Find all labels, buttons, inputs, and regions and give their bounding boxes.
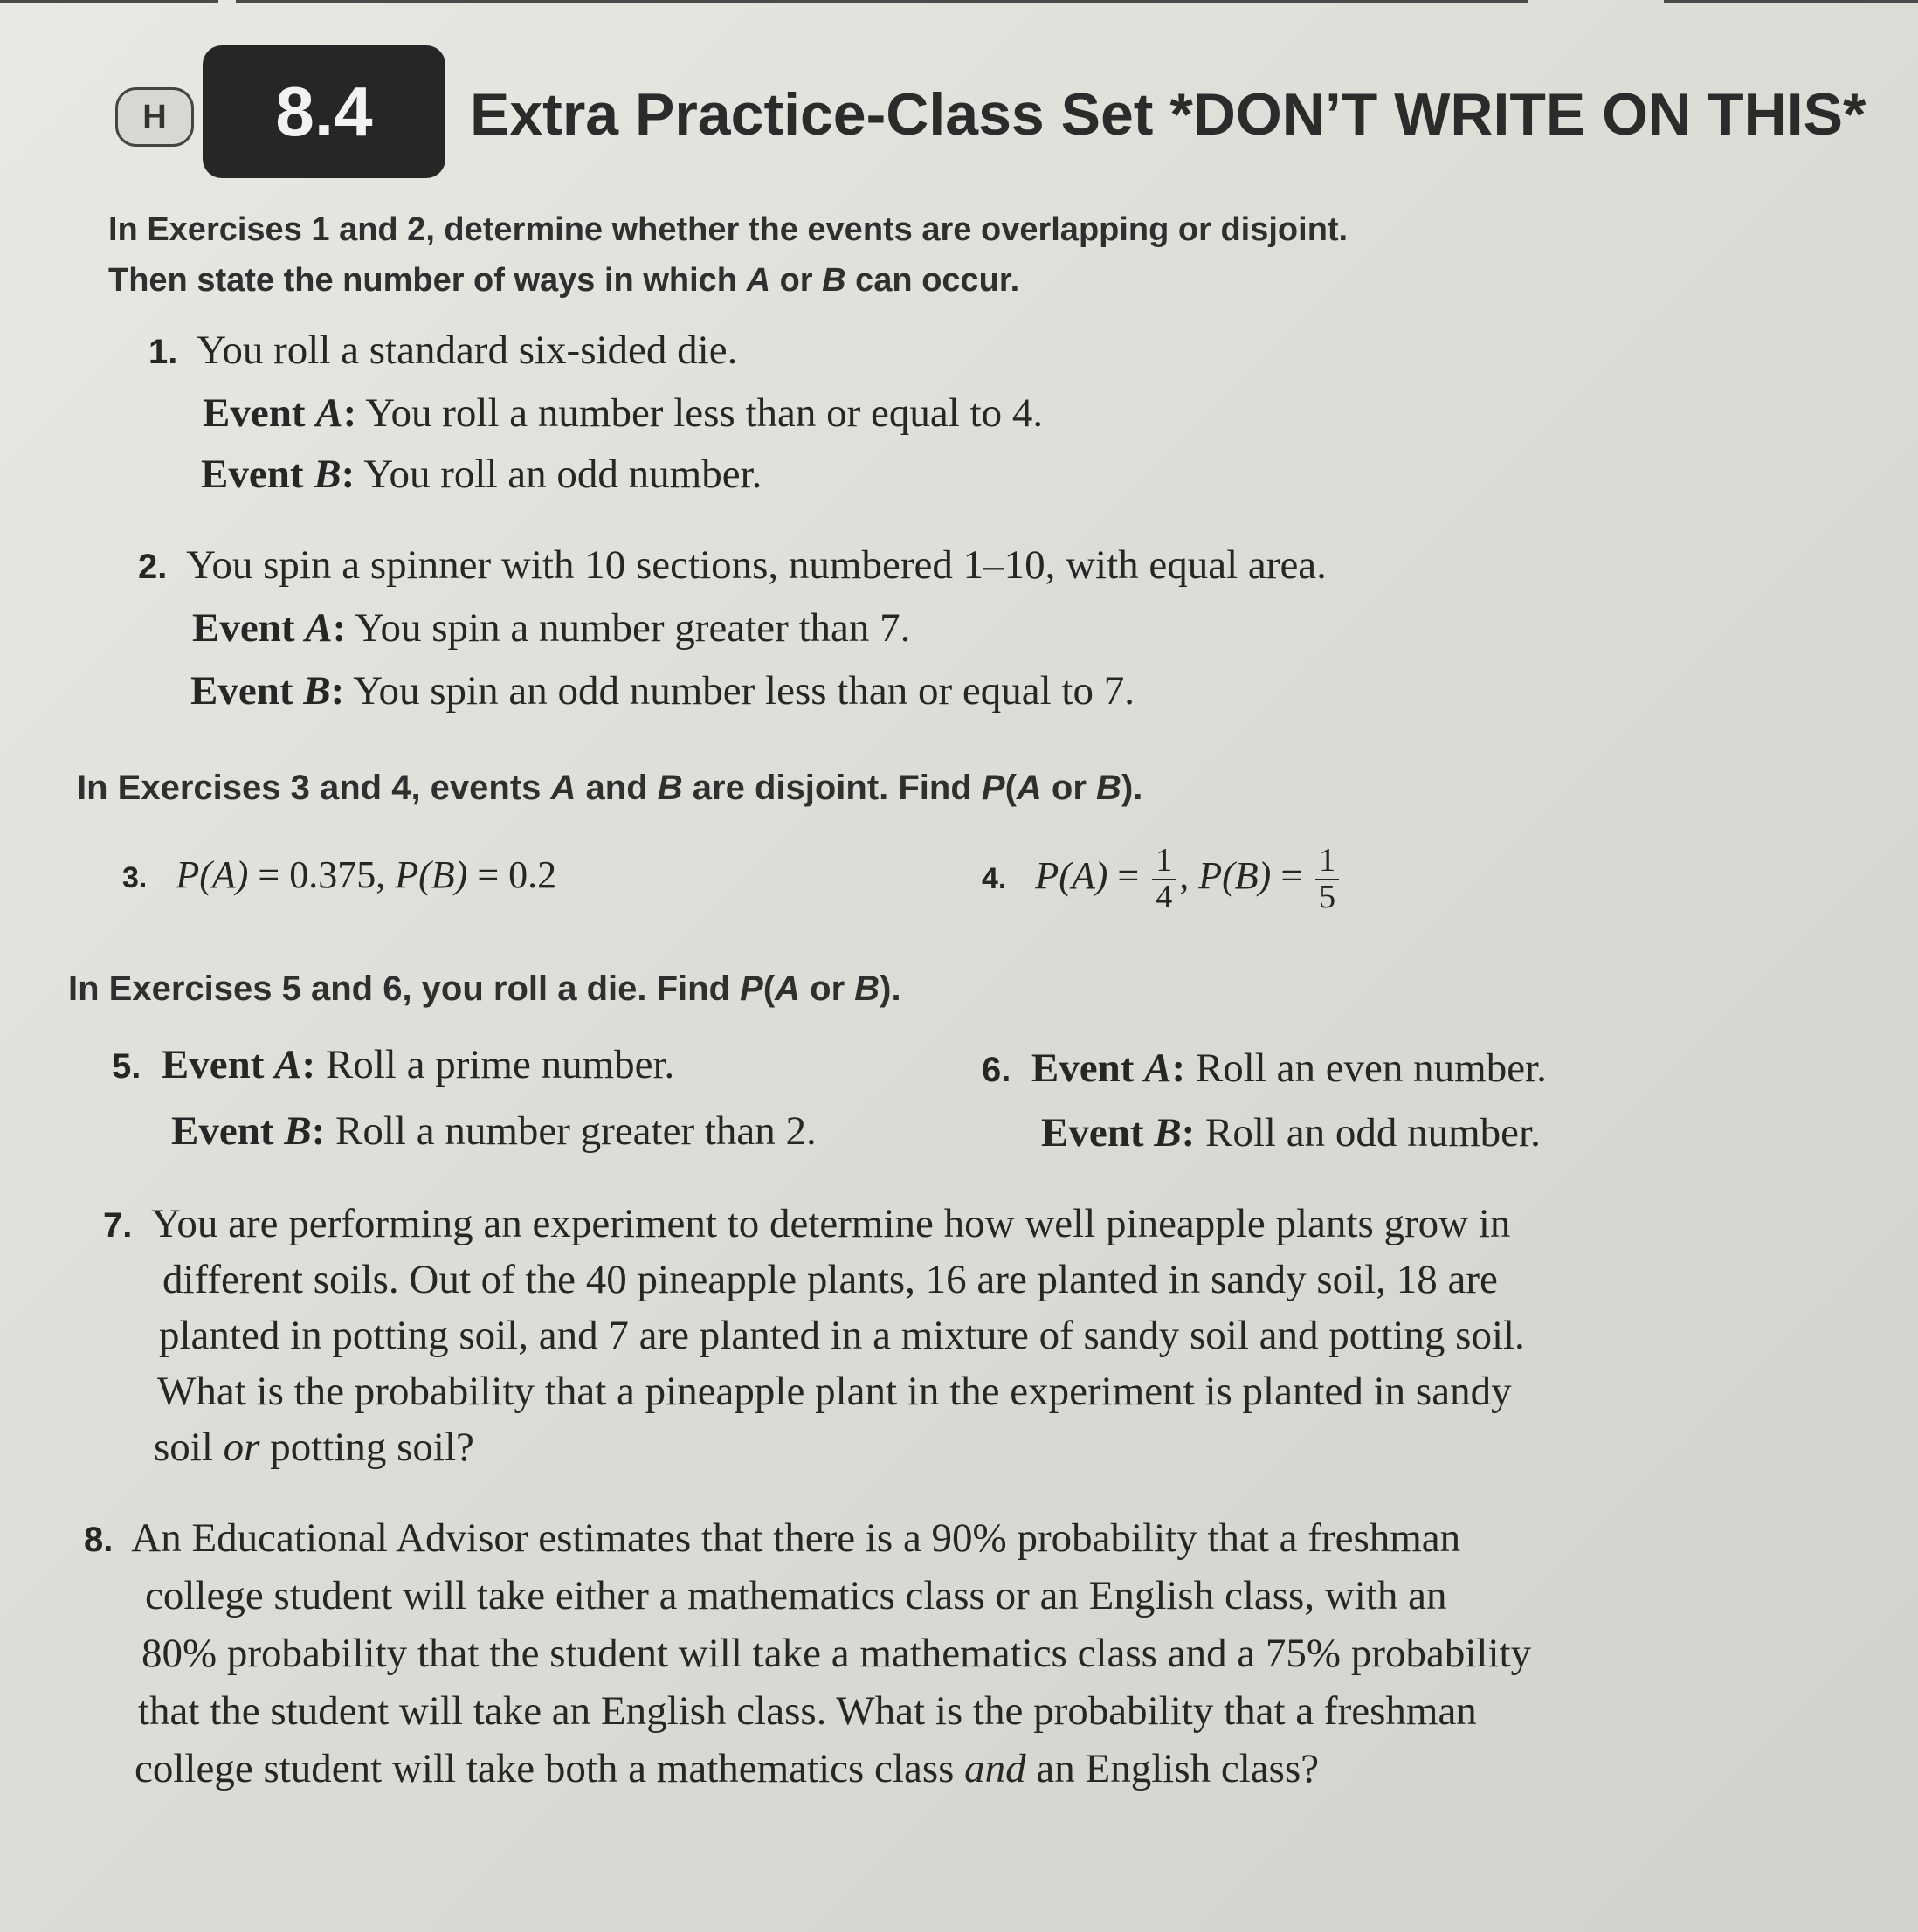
emphasis-and: and xyxy=(964,1746,1026,1791)
exercise-number: 5. xyxy=(112,1047,141,1086)
instr-text: or xyxy=(800,969,855,1008)
instructions-ex3-4 xyxy=(77,769,1142,808)
numerator: 1 xyxy=(1315,844,1339,880)
colon: : xyxy=(301,1042,316,1087)
event-label: Event xyxy=(203,390,316,436)
comma: , xyxy=(1179,853,1199,897)
exercise-number: 7. xyxy=(103,1206,133,1245)
exercise-3 xyxy=(122,852,556,897)
colon: : xyxy=(330,668,345,714)
fraction-one-fourth xyxy=(1152,844,1176,915)
instr-var-p: P xyxy=(740,969,763,1008)
equals-sign: = xyxy=(1271,853,1313,897)
exercise-2-text: You spin a spinner with 10 sections, numbered 1–10, with equal area. xyxy=(186,542,1327,588)
event-label: Event xyxy=(1041,1110,1155,1156)
event-b-text: You roll an odd number. xyxy=(355,452,762,497)
exercise-8-text: an English class? xyxy=(1025,1746,1320,1791)
exercise-number: 4. xyxy=(982,861,1007,895)
event-label: Event xyxy=(161,1042,275,1087)
exercise-8-text: An Educational Advisor estimates that there is a 90% probability that a freshman xyxy=(131,1515,1461,1561)
fraction-one-fifth xyxy=(1315,844,1339,915)
exercise-number: 3. xyxy=(122,861,148,894)
event-label: Event xyxy=(192,605,306,651)
exercise-8-line1 xyxy=(84,1515,1460,1562)
name-line-center xyxy=(236,0,1528,3)
event-label: Event xyxy=(171,1108,285,1154)
instr-var-a: A xyxy=(1016,769,1042,807)
exercise-4 xyxy=(982,844,1342,915)
event-label: Event xyxy=(201,452,314,497)
event-var-b: B xyxy=(1154,1110,1182,1156)
exercise-number: 8. xyxy=(84,1521,114,1559)
exercise-5-event-a xyxy=(112,1041,674,1088)
exercise-1-text: You roll a standard six-sided die. xyxy=(197,328,738,373)
event-a-text: You spin a number greater than 7. xyxy=(346,605,911,651)
exercise-8-line2: college student will take either a mathematics class or an English class, with an xyxy=(145,1573,1447,1618)
name-line-left xyxy=(0,0,218,3)
emphasis-or: or xyxy=(223,1425,260,1470)
instr-text: ). xyxy=(880,969,901,1008)
exercise-6-event-a xyxy=(982,1045,1547,1092)
instr-text: ( xyxy=(762,969,776,1008)
prob-b-value: = 0.2 xyxy=(467,853,557,896)
instr-text: are disjoint. Find xyxy=(682,769,982,807)
event-b-text: Roll an odd number. xyxy=(1195,1110,1541,1156)
instr-text: In Exercises 3 and 4, events xyxy=(77,769,551,807)
prob-b-label: P(B) xyxy=(395,853,468,896)
exercise-1 xyxy=(148,327,737,374)
instr-var-b: B xyxy=(657,769,683,807)
prob-b-label: P(B) xyxy=(1198,853,1272,897)
colon: : xyxy=(341,452,355,497)
exercise-8-line3: 80% probability that the student will take a mathematics class and a 75% probability xyxy=(141,1631,1532,1676)
event-var-a: A xyxy=(274,1042,302,1087)
instr-text: and xyxy=(576,769,658,807)
exercise-7-text: You are performing an experiment to determine how well pineapple plants grow in xyxy=(151,1201,1511,1246)
instructions-ex1-2-line1: In Exercises 1 and 2, determine whether the events are overlapping or disjoint. xyxy=(108,211,1349,248)
event-a-text: You roll a number less than or equal to 4. xyxy=(356,390,1044,436)
instr-text: ( xyxy=(1004,769,1017,807)
instr-text: ). xyxy=(1121,769,1143,807)
exercise-7-line4: What is the probability that a pineapple plant in the experiment is planted in sandy xyxy=(157,1369,1512,1414)
instr-var-b: B xyxy=(1096,769,1121,807)
exercise-8-line4: that the student will take an English class. What is the probability that a freshman xyxy=(138,1688,1477,1734)
exercise-number: 2. xyxy=(138,548,168,586)
name-line-right xyxy=(1664,0,1918,3)
colon: : xyxy=(1171,1045,1186,1091)
event-a-text: Roll a prime number. xyxy=(315,1042,675,1087)
event-var-b: B xyxy=(314,452,342,497)
exercise-8-text: college student will take both a mathematics class xyxy=(135,1746,965,1791)
instr-var-b: B xyxy=(854,969,880,1008)
instr-text: or xyxy=(1041,769,1097,807)
section-number-box: 8.4 xyxy=(203,45,445,178)
exercise-5-event-b xyxy=(171,1107,817,1155)
exercise-7-text: potting soil? xyxy=(259,1425,474,1470)
event-var-a: A xyxy=(305,605,333,651)
instr-var-p: P xyxy=(981,769,1005,807)
exercise-1-event-b xyxy=(201,451,762,498)
page-title: Extra Practice-Class Set *DON’T WRITE ON THIS* xyxy=(470,81,1866,148)
instructions-ex1-2-line2 xyxy=(108,262,1019,300)
denominator: 5 xyxy=(1319,878,1336,915)
exercise-7-line2: different soils. Out of the 40 pineapple plants, 16 are planted in sandy soil, 18 are xyxy=(162,1257,1498,1302)
exercise-7-text: soil xyxy=(154,1425,224,1470)
instructions-ex5-6 xyxy=(68,969,901,1009)
exercise-8-line5 xyxy=(135,1745,1319,1792)
event-var-a: A xyxy=(1144,1045,1172,1091)
equals-sign: = xyxy=(1107,853,1149,897)
event-a-text: Roll an even number. xyxy=(1185,1045,1547,1091)
exercise-2-event-a xyxy=(192,604,910,652)
instr-text: can occur. xyxy=(845,262,1020,299)
instr-text: In Exercises 5 and 6, you roll a die. Find xyxy=(68,969,741,1008)
exercise-2 xyxy=(138,542,1327,589)
honors-badge: H xyxy=(115,87,194,147)
event-var-a: A xyxy=(315,390,343,436)
event-var-b: B xyxy=(284,1108,312,1154)
exercise-7-line3: planted in potting soil, and 7 are planted in a mixture of sandy soil and potting soil. xyxy=(159,1313,1525,1358)
colon: : xyxy=(332,605,347,651)
instr-var-a: A xyxy=(746,262,771,299)
event-label: Event xyxy=(1031,1045,1145,1091)
event-b-text: You spin an odd number less than or equal to 7. xyxy=(344,668,1135,714)
exercise-number: 1. xyxy=(148,333,178,371)
prob-a-label: P(A) xyxy=(1035,853,1108,897)
prob-a-label: P(A) xyxy=(176,853,249,896)
colon: : xyxy=(342,390,357,436)
instr-text: or xyxy=(770,262,823,299)
numerator: 1 xyxy=(1152,844,1176,880)
instr-var-a: A xyxy=(775,969,801,1008)
exercise-2-event-b xyxy=(190,667,1135,714)
colon: : xyxy=(311,1108,326,1154)
prob-a-value: = 0.375, xyxy=(248,853,396,896)
exercise-number: 6. xyxy=(982,1051,1011,1089)
exercise-6-event-b xyxy=(1041,1109,1541,1156)
colon: : xyxy=(1181,1110,1196,1156)
event-var-b: B xyxy=(303,668,331,714)
instr-var-a: A xyxy=(550,769,576,807)
exercise-7-line5 xyxy=(154,1424,474,1471)
event-b-text: Roll a number greater than 2. xyxy=(325,1108,817,1154)
exercise-1-event-a xyxy=(203,390,1043,437)
exercise-7-line1 xyxy=(103,1200,1510,1247)
event-label: Event xyxy=(190,668,304,714)
instr-text: Then state the number of ways in which xyxy=(108,262,747,299)
instr-var-b: B xyxy=(822,262,846,299)
denominator: 4 xyxy=(1156,878,1173,915)
